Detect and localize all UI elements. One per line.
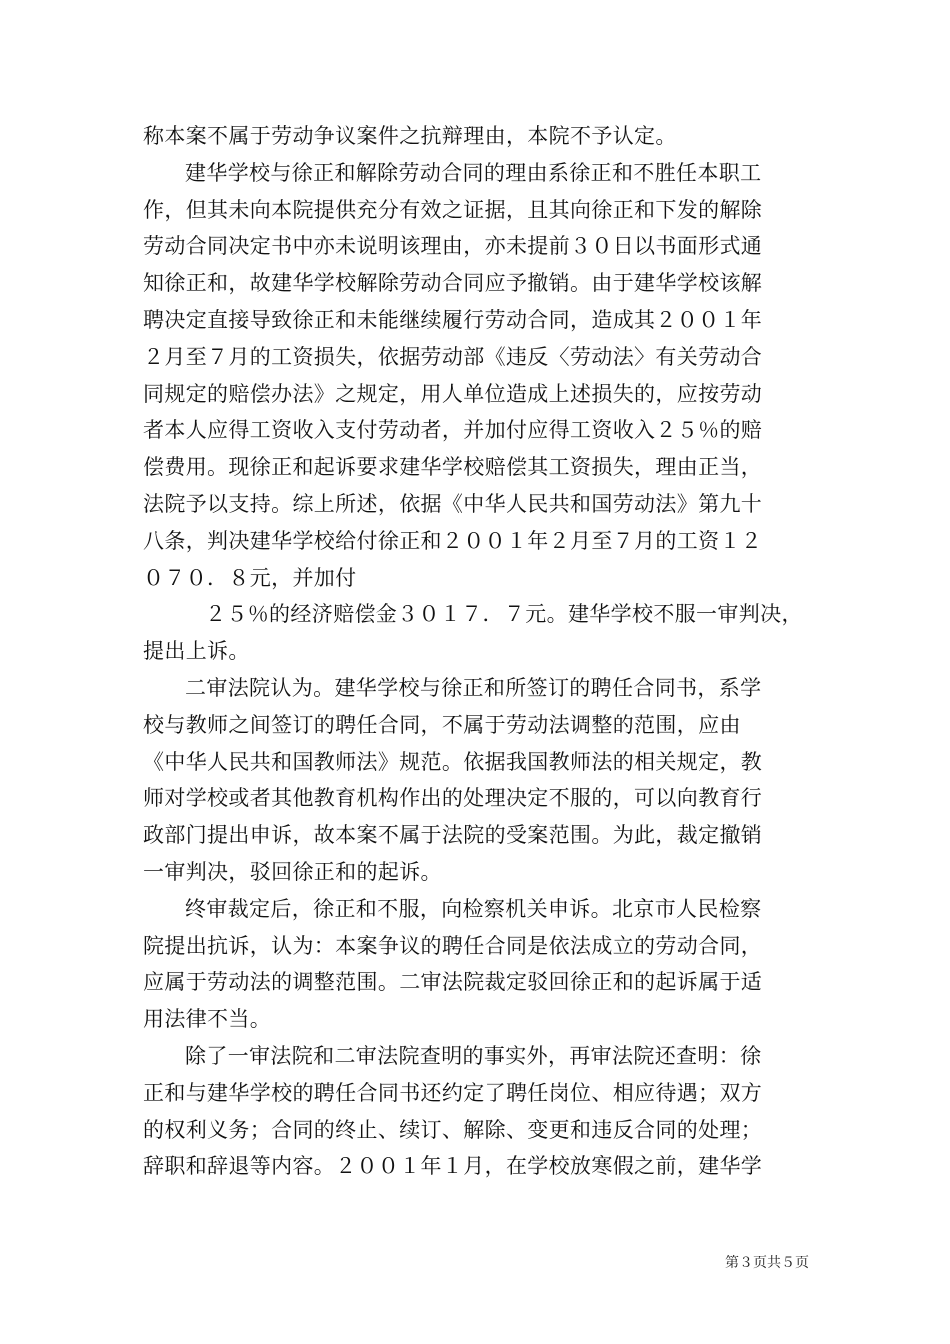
text-line: 称本案不属于劳动争议案件之抗辩理由，本院不予认定。 [143,124,677,148]
text-line: 师对学校或者其他教育机构作出的处理决定不服的，可以向教育行 [143,786,763,811]
text-line: 院提出抗诉，认为：本案争议的聘任合同是依法成立的劳动合同， [143,933,763,958]
text-line: 辞职和辞退等内容。２００１年１月，在学校放寒假之前，建华学 [143,1154,763,1179]
text-line: ０７０．８元，并加付 [143,565,357,590]
paragraph-first-line: 建华学校与徐正和解除劳动合同的理由系徐正和不胜任本职工 [185,160,762,185]
text-line: 校与教师之间签订的聘任合同，不属于劳动法调整的范围，应由 [143,712,741,737]
paragraph-first-line: ２５％的经济赔偿金３０１７．７元。建华学校不服一审判决， [205,602,803,627]
document-body [143,118,809,1185]
text-line: 应属于劳动法的调整范围。二审法院裁定驳回徐正和的起诉属于适 [143,970,763,995]
text-line: 正和与建华学校的聘任合同书还约定了聘任岗位、相应待遇；双方 [143,1080,763,1105]
text-line: 政部门提出申诉，故本案不属于法院的受案范围。为此，裁定撤销 [143,823,763,848]
text-line: 八条，判决建华学校给付徐正和２００１年２月至７月的工资１２ [143,528,763,553]
text-line: 提出上诉。 [143,639,250,664]
text-line: 法院予以支持。综上所述，依据《中华人民共和国劳动法》第九十 [143,491,763,516]
text-line: 者本人应得工资收入支付劳动者，并加付应得工资收入２５％的赔 [143,418,763,443]
paragraph-first-line: 终审裁定后，徐正和不服，向检察机关申诉。北京市人民检察 [185,896,762,921]
text-line: 同规定的赔偿办法》之规定，用人单位造成上述损失的，应按劳动 [143,381,763,406]
text-line: 《中华人民共和国教师法》规范。依据我国教师法的相关规定，教 [143,749,763,774]
text-line: 的权利义务；合同的终止、续订、解除、变更和违反合同的处理； [143,1117,763,1142]
text-line: 劳动合同决定书中亦未说明该理由，亦未提前３０日以书面形式通 [143,234,763,259]
paragraph-first-line: 二审法院认为。建华学校与徐正和所签订的聘任合同书，系学 [185,675,762,700]
text-line: 一审判决，驳回徐正和的起诉。 [143,859,442,884]
text-line: ２月至７月的工资损失，依据劳动部《违反〈劳动法〉有关劳动合 [143,344,763,369]
text-line: 知徐正和，故建华学校解除劳动合同应予撤销。由于建华学校该解 [143,271,763,296]
text-line: 聘决定直接导致徐正和未能继续履行劳动合同，造成其２００１年 [143,307,763,332]
paragraph-first-line: 除了一审法院和二审法院查明的事实外，再审法院还查明：徐 [185,1043,762,1068]
page-number: 第３页共５页 [725,1255,809,1271]
text-line: 用法律不当。 [143,1007,272,1032]
text-line: 偿费用。现徐正和起诉要求建华学校赔偿其工资损失，理由正当， [143,455,763,480]
text-line: 作，但其未向本院提供充分有效之证据，且其向徐正和下发的解除 [143,197,763,222]
